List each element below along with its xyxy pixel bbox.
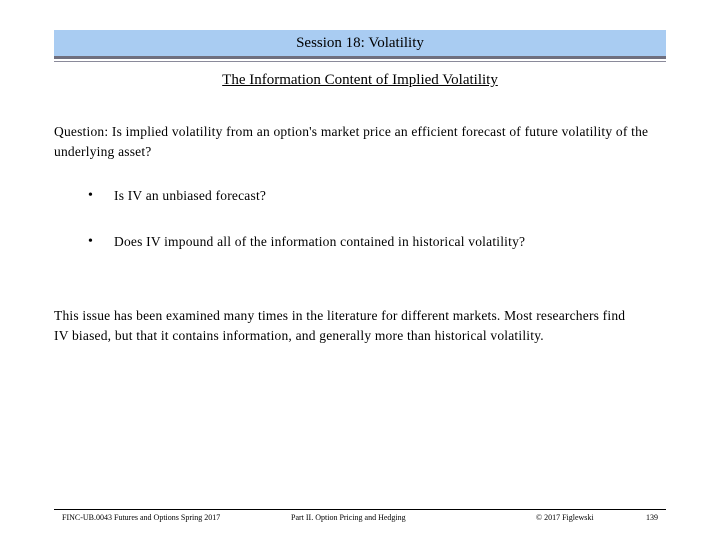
bullet-icon: • <box>88 188 94 203</box>
bullet-text: Is IV an unbiased forecast? <box>114 188 267 203</box>
header-divider <box>54 61 666 62</box>
footer-course: FINC-UB.0043 Futures and Options Spring 2017 <box>62 513 221 522</box>
footer-page-number: 139 <box>646 513 658 522</box>
summary-paragraph: This issue has been examined many times in the literature for different markets. Most researchers find IV biased, but that it contains information, and generally more than historical volatility. <box>54 308 626 343</box>
footer-part: Part II. Option Pricing and Hedging <box>291 513 406 522</box>
bullet-list <box>88 188 525 280</box>
bullet-text: Does IV impound all of the information contained in historical volatility? <box>114 234 526 249</box>
footer-divider <box>54 509 666 510</box>
question-text: Question: Is implied volatility from an option's market price an efficient forecast of future volatility of the underlying asset? <box>54 124 649 159</box>
session-title: Session 18: Volatility <box>296 34 424 51</box>
session-header <box>54 30 666 59</box>
bullet-item <box>88 188 525 234</box>
footer-copyright: © 2017 Figlewski <box>536 513 594 522</box>
slide-title: The Information Content of Implied Volatility <box>222 72 498 88</box>
bullet-icon: • <box>88 234 94 249</box>
bullet-item <box>88 234 525 280</box>
